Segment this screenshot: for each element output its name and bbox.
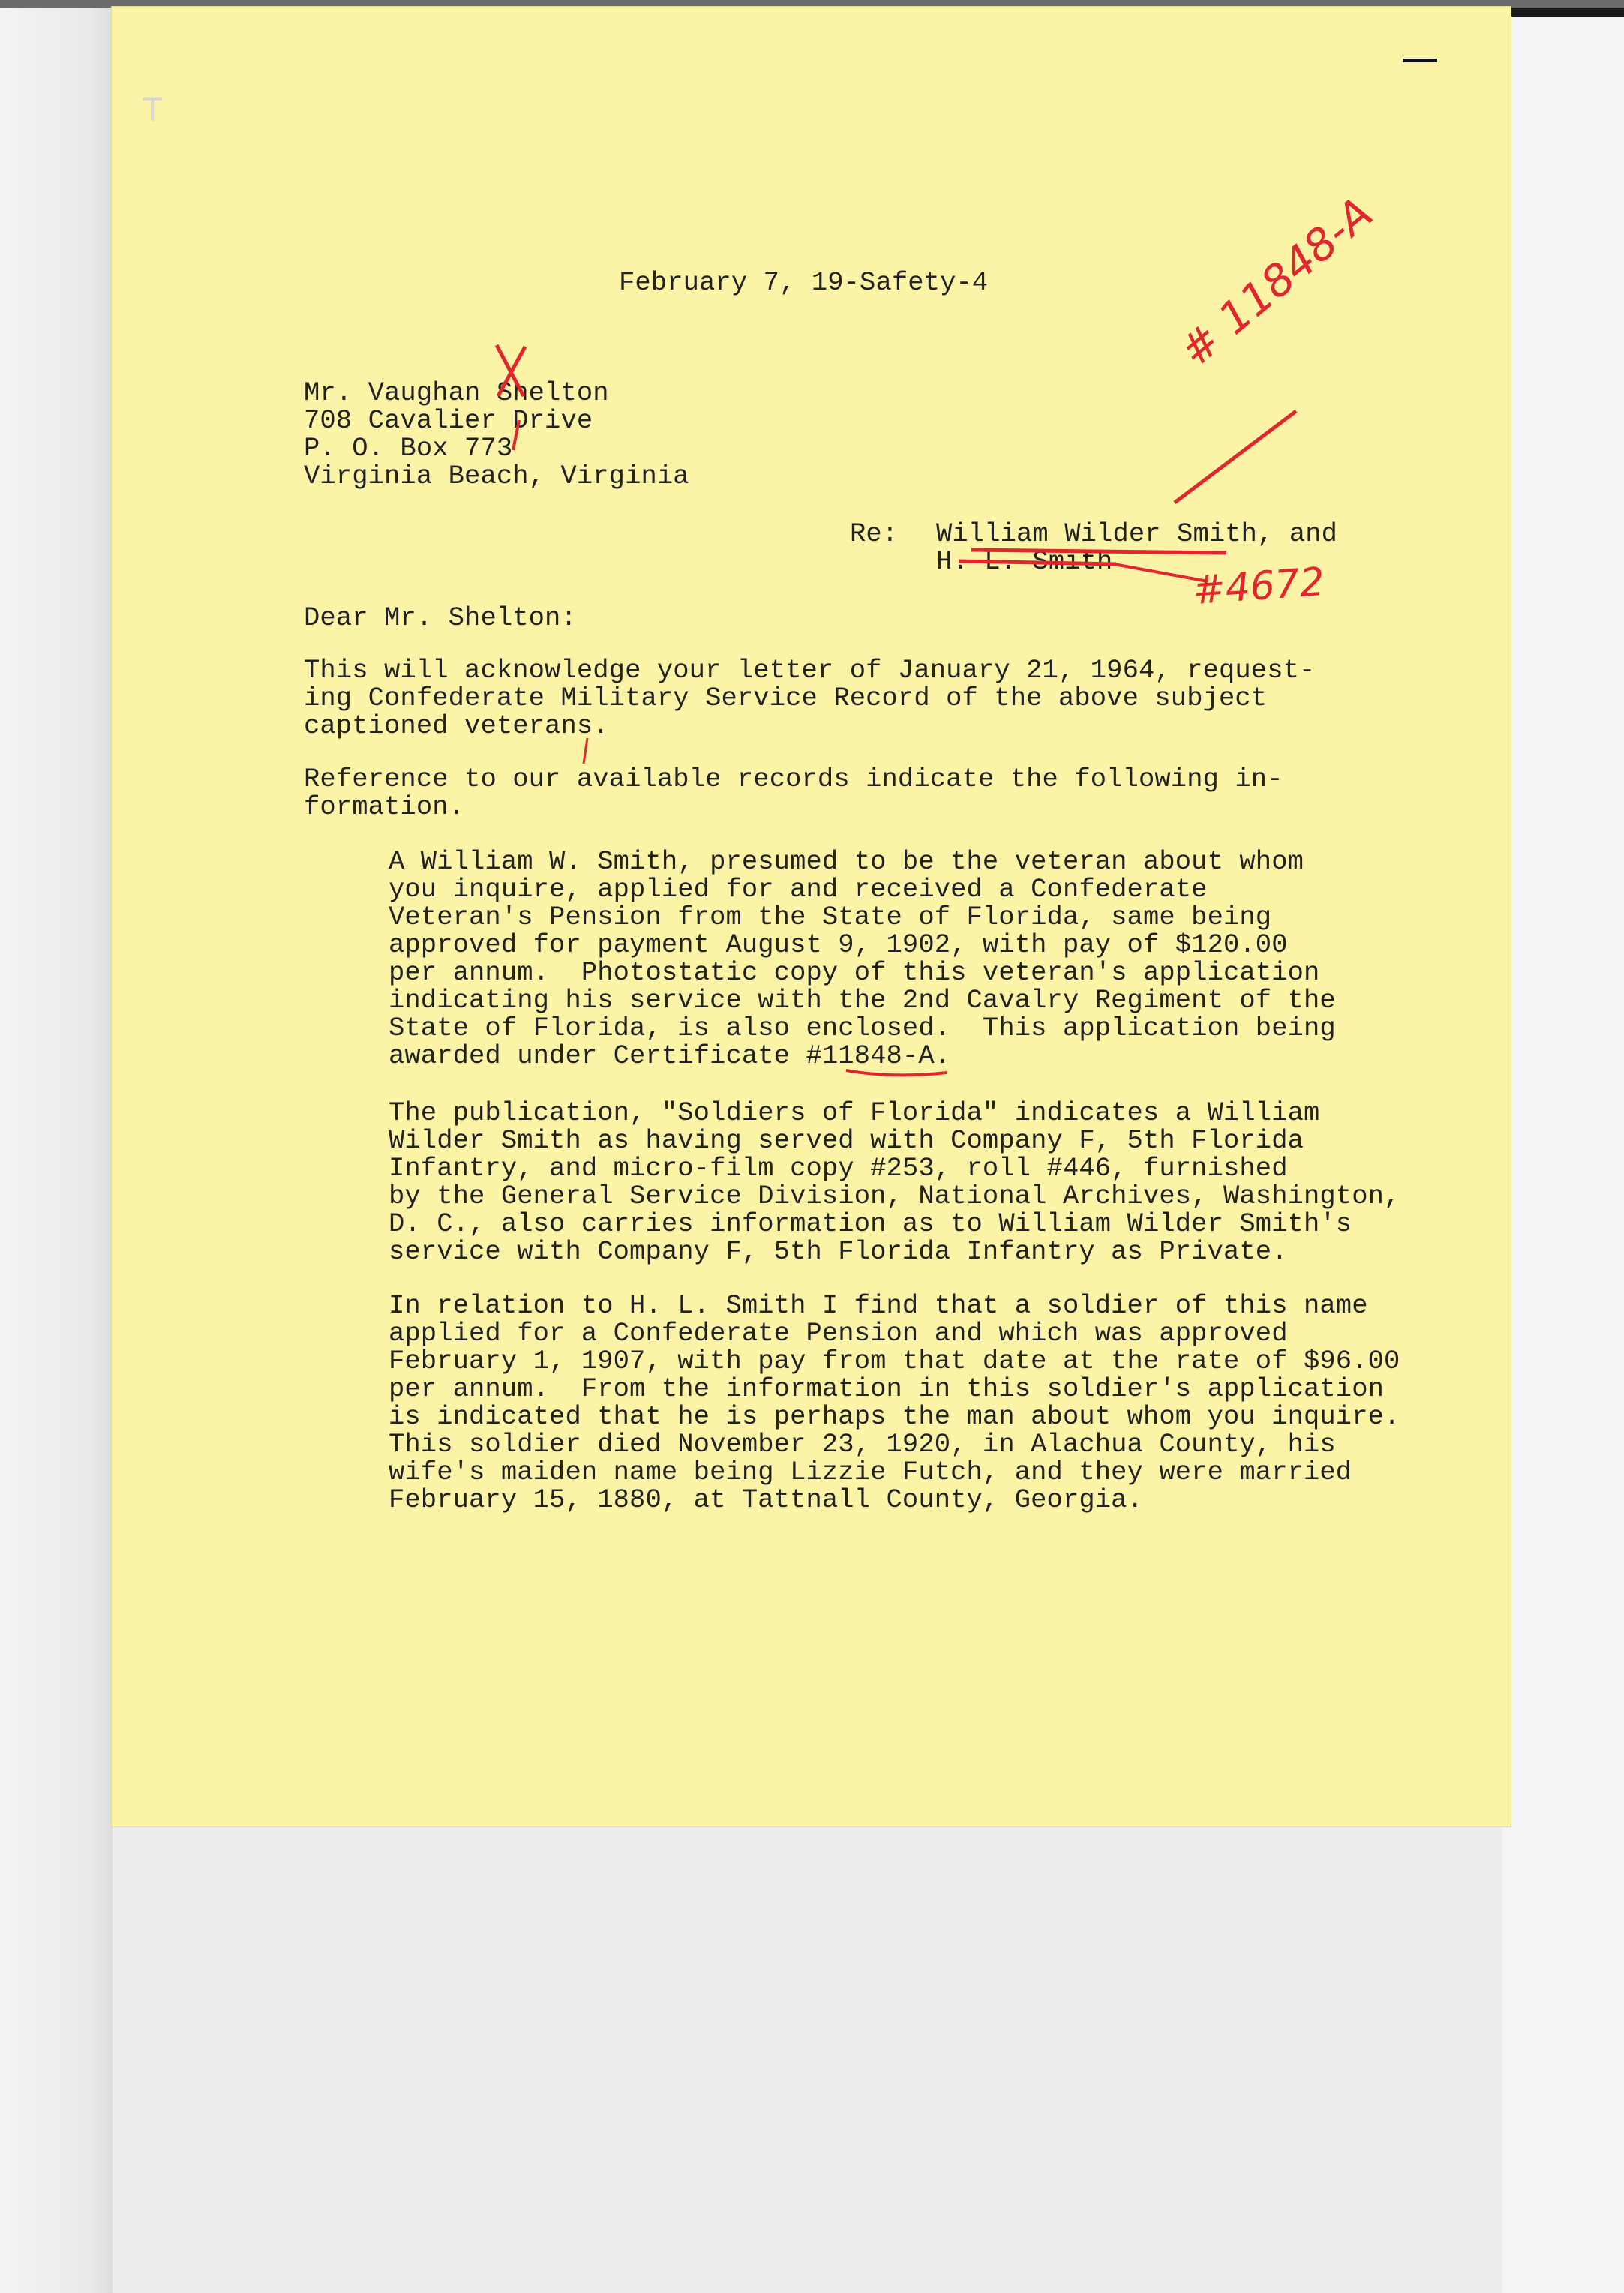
corner-mark: ⊤ — [141, 90, 164, 133]
text-line: A William W. Smith, presumed to be the veteran about whom — [389, 846, 1304, 877]
address-line: 708 Cavalier Drive — [304, 405, 593, 436]
text-line: per annum. From the information in this soldier's application — [389, 1373, 1385, 1404]
text-line: State of Florida, is also enclosed. This application being — [389, 1013, 1336, 1043]
red-underline — [846, 1070, 947, 1075]
text-line: February 15, 1880, at Tattnall County, Georgia. — [389, 1484, 1143, 1515]
text-line: wife's maiden name being Lizzie Futch, and they were married — [389, 1457, 1352, 1487]
red-connector-line — [1114, 564, 1208, 581]
red-tick-mark — [584, 738, 587, 764]
letter-date: February 7, 19-Safety-4 — [619, 267, 989, 298]
text-line: you inquire, applied for and received a Confederate — [389, 874, 1208, 905]
text-line: approved for payment August 9, 1902, with pay of $120.00 — [389, 929, 1288, 960]
text-line: February 1, 1907, with pay from that date at the rate of $96.00 — [389, 1346, 1400, 1376]
text-line: Reference to our available records indicate the following in- — [304, 764, 1283, 794]
red-strike — [959, 561, 1116, 564]
red-underline — [971, 550, 1226, 553]
re-line: William Wilder Smith, and — [936, 518, 1338, 549]
text-line: ing Confederate Military Service Record of the above subject — [304, 683, 1268, 713]
text-line: In relation to H. L. Smith I find that a soldier of this name — [389, 1290, 1368, 1321]
re-label: Re: — [850, 518, 899, 549]
address-line: Mr. Vaughan Shelton — [304, 377, 609, 408]
text-line: This will acknowledge your letter of January 21, 1964, request- — [304, 655, 1316, 686]
text-line: indicating his service with the 2nd Cavalry Regiment of the — [389, 985, 1336, 1016]
re-line: H. L. Smith — [936, 546, 1113, 577]
text-line: This soldier died November 23, 1920, in Alachua County, his — [389, 1429, 1336, 1460]
text-line: Veteran's Pension from the State of Florida, same being — [389, 902, 1272, 932]
text-line: The publication, "Soldiers of Florida" indicates a William — [389, 1097, 1320, 1128]
text-line: D. C., also carries information as to William Wilder Smith's — [389, 1208, 1352, 1239]
address-line: P. O. Box 773 — [304, 433, 513, 464]
cert-number-annotation: # 11848-A — [1170, 187, 1382, 377]
red-connector-line — [1175, 411, 1296, 503]
text-line: Wilder Smith as having served with Company F, 5th Florida — [389, 1125, 1304, 1156]
address-line: Virginia Beach, Virginia — [304, 461, 689, 491]
file-number-annotation: #4672 — [1191, 559, 1326, 614]
text-line: Infantry, and micro-film copy #253, roll #446, furnished — [389, 1153, 1288, 1184]
text-line: captioned veterans. — [304, 710, 609, 741]
text-line: applied for a Confederate Pension and which was approved — [389, 1318, 1288, 1349]
salutation: Dear Mr. Shelton: — [304, 602, 577, 633]
text-line: service with Company F, 5th Florida Infantry as Private. — [389, 1236, 1288, 1267]
text-line: is indicated that he is perhaps the man about whom you inquire. — [389, 1401, 1400, 1432]
text-line: formation. — [304, 791, 465, 822]
text-line: by the General Service Division, National Archives, Washington, — [389, 1181, 1400, 1211]
text-line: awarded under Certificate #11848-A. — [389, 1040, 951, 1071]
red-tick-mark — [513, 420, 519, 450]
text-line: per annum. Photostatic copy of this veteran's application — [389, 957, 1320, 988]
